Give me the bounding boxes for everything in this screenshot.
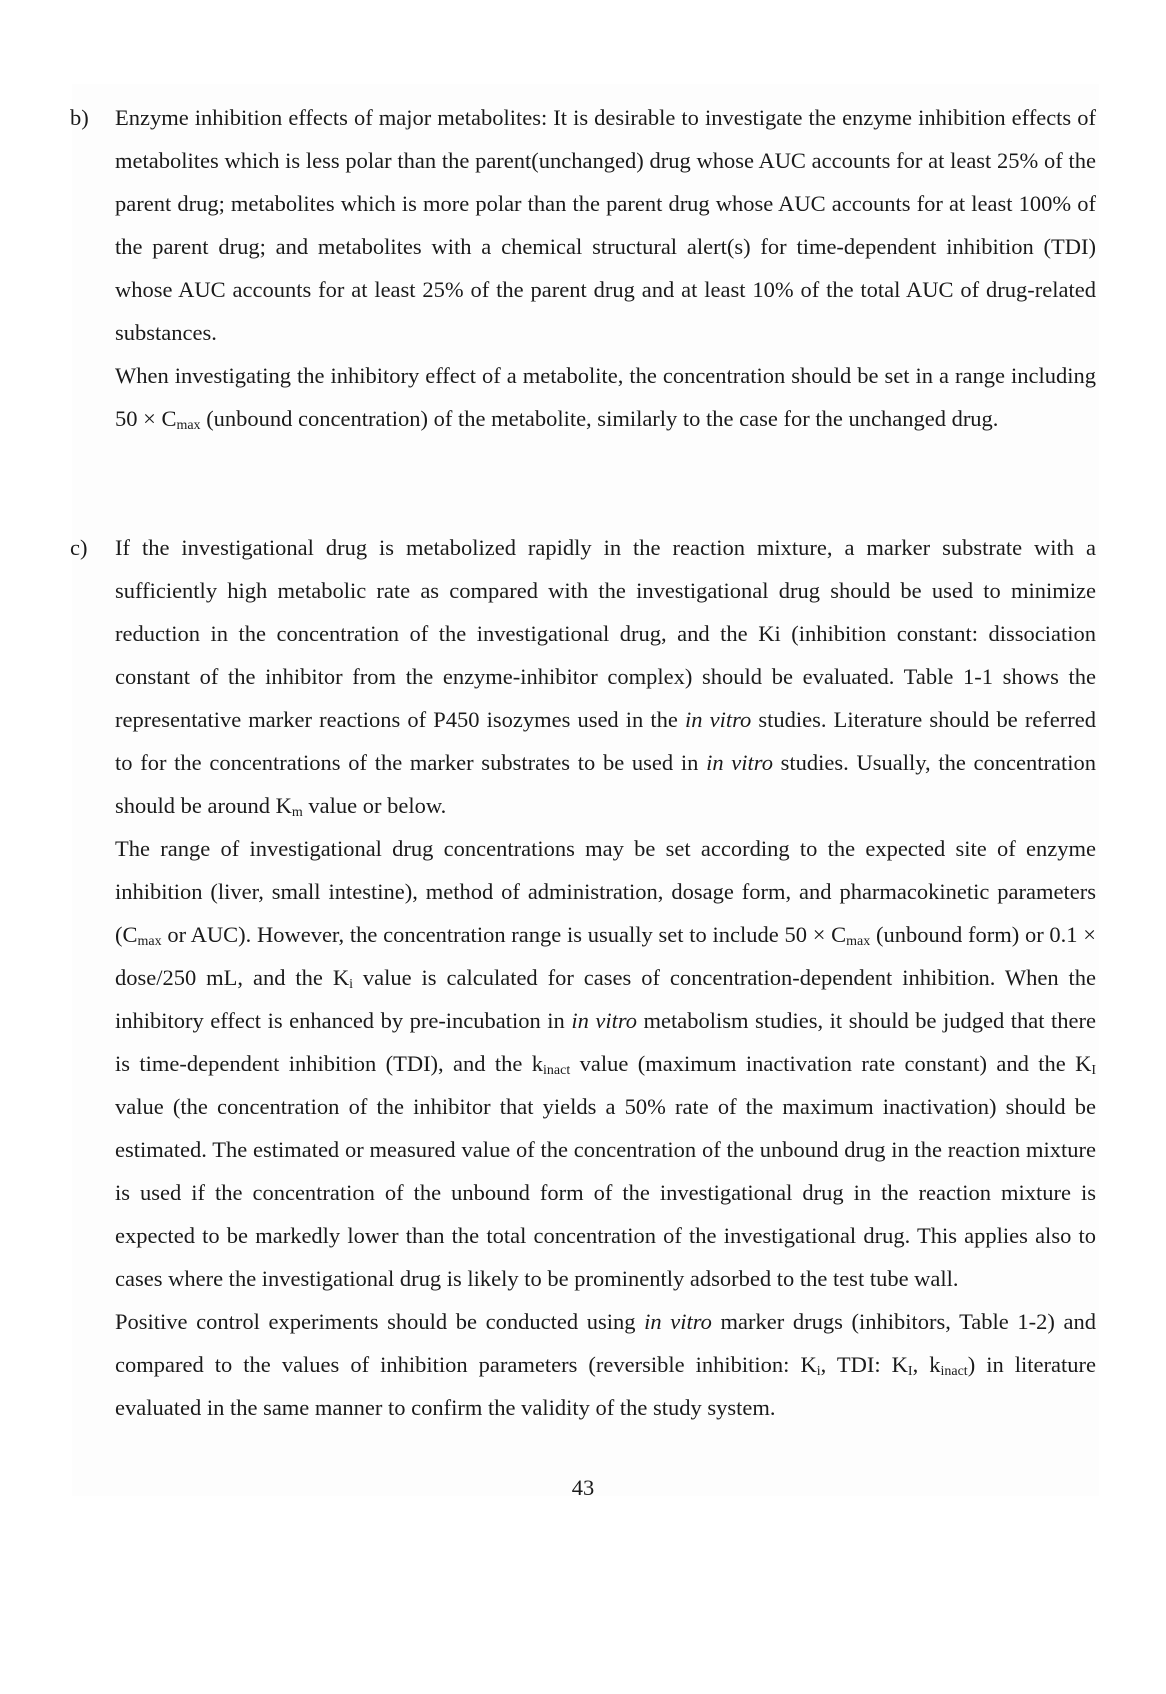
text-run: studies. Literature should be referred to for the concentrations of the marker substrates to be used in [115,707,1096,775]
paragraph-marker-substrate [115,526,1096,827]
subscript: max [176,418,201,433]
list-item-b [70,96,1096,440]
paragraph-concentration-range [115,827,1096,1300]
text-run: ) in literature evaluated in the same manner to confirm the validity of the study system. [115,1352,1096,1420]
text-run: value (maximum inactivation rate constant) and the K [570,1051,1092,1076]
italic-text: in vitro [571,1008,638,1033]
page-number: 43 [571,1475,595,1500]
subscript: inact [940,1364,968,1379]
list-marker-c: c) [70,535,88,560]
text-run: When investigating the inhibitory effect of a metabolite, the concentration should be set in a range including 50 × C [115,363,1096,431]
list-marker-b: b) [70,105,89,130]
text-run: or AUC). However, the concentration range is usually set to include 50 × C [161,922,847,947]
italic-text: in vitro [684,707,752,732]
text-run: , k [912,1352,941,1377]
paragraph-metabolite-inhibition: Enzyme inhibition effects of major metabolites: It is desirable to investigate the enzyme inhibition effects of metabolites which is less polar than the parent(unchanged) drug whose AUC accounts for at least 25% of the parent drug; metabolites which is more polar than the parent drug whose AUC accounts for at least 100% of the parent drug; and metabolites with a chemical structural alert(s) for time-dependent inhibition (TDI) whose AUC accounts for at least 25% of the parent drug and at least 10% of the total AUC of drug-related substances. [115,105,1096,345]
list-item-c-body [115,526,1096,1429]
text-run: studies. Usually, the concentration should be around K [115,750,1096,818]
text-run: Positive control experiments should be conducted using [115,1309,645,1334]
text-run: (unbound concentration) of the metabolite, similarly to the case for the unchanged drug. [200,406,999,431]
text-run: If the investigational drug is metabolized rapidly in the reaction mixture, a marker substrate with a sufficiently high metabolic rate as compared with the investigational drug should be used to minimize reduction in the concentration of the investigational drug, and the Ki (inhibition constant: dissociation constant of the inhibitor from the enzyme-inhibitor complex) should be evaluated. Table 1-1 shows the representative marker reactions of P450 isozymes used in the [115,535,1096,732]
italic-text: in vitro [644,1309,712,1334]
text-run: metabolism studies, it should be judged that there is time-dependent inhibition (TDI), and the k [115,1008,1096,1076]
subscript: i [349,977,353,992]
subscript: max [846,934,871,949]
list-item-c [70,526,1096,1429]
text-run: The range of investigational drug concentrations may be set according to the expected site of enzyme inhibition (liver, small intestine), method of administration, dosage form, and pharmacokinetic parameters (C [115,836,1096,947]
subscript: I [907,1364,913,1379]
text-run: value is calculated for cases of concentration-dependent inhibition. When the inhibitory effect is enhanced by pre-incubation in [115,965,1096,1033]
text-run: marker drugs (inhibitors, Table 1-2) and compared to the values of inhibition parameters (reversible inhibition: K [115,1309,1096,1377]
list-item-b-body [115,96,1096,440]
paragraph-positive-control [115,1300,1096,1429]
subscript: i [816,1364,821,1379]
subscript: inact [543,1063,571,1078]
subscript: I [1091,1063,1097,1078]
italic-text: in vitro [706,750,773,775]
text-run: value (the concentration of the inhibitor that yields a 50% rate of the maximum inactivation) should be estimated. The estimated or measured value of the concentration of the unbound drug in the reaction mixture is used if the concentration of the unbound form of the investigational drug in the reaction mixture is expected to be markedly lower than the total concentration of the investigational drug. This applies also to cases where the investigational drug is likely to be prominently adsorbed to the test tube wall. [115,1094,1096,1291]
text-run: , TDI: K [820,1352,908,1377]
subscript: m [291,805,303,820]
text-run: (unbound form) or 0.1 × dose/250 mL, and the K [115,922,1096,990]
subscript: max [137,934,162,949]
text-run: value or below. [302,793,447,818]
paragraph-metabolite-concentration [115,354,1096,440]
